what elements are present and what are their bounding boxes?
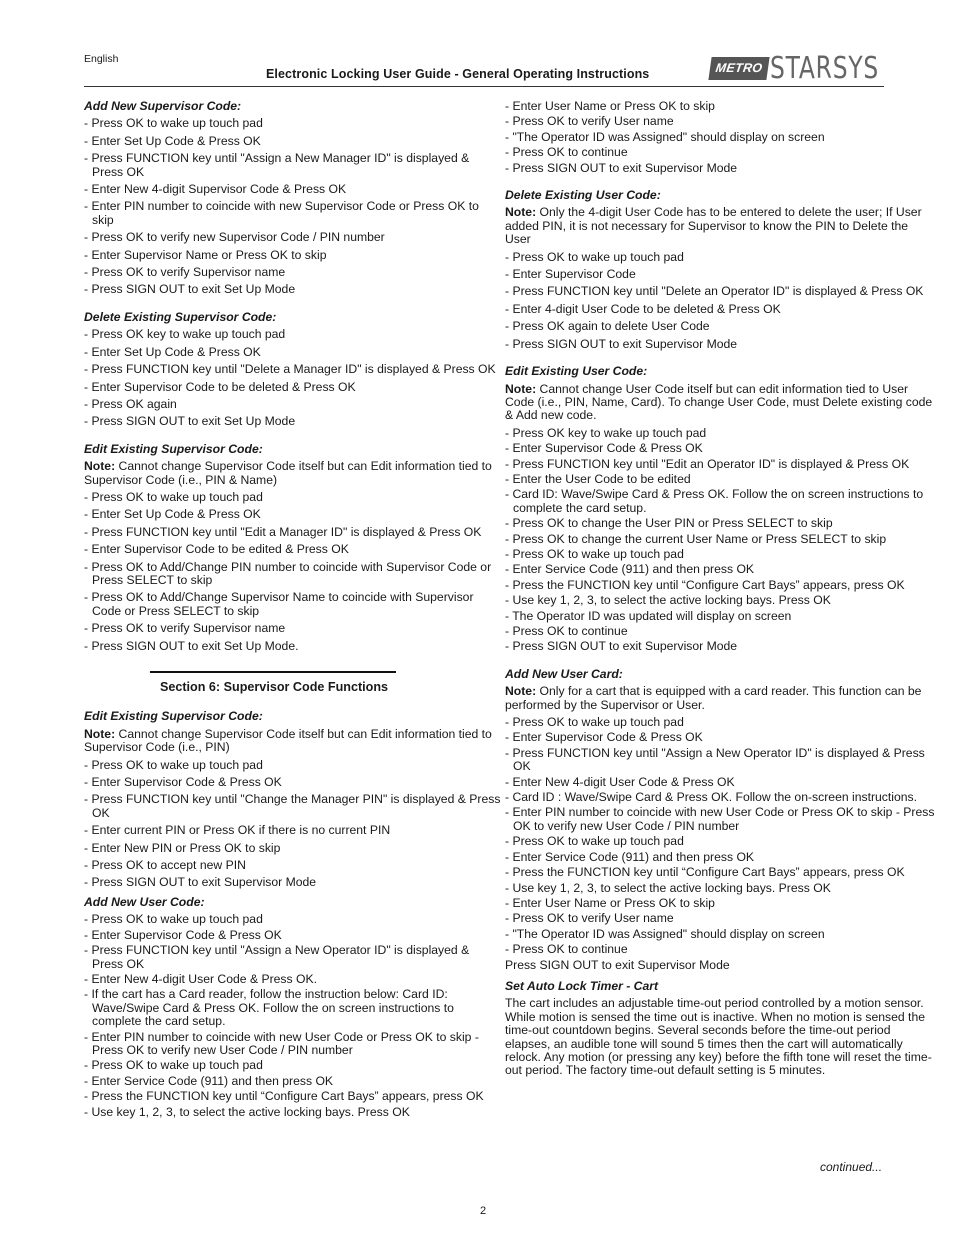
list-item: - Enter New 4-digit User Code & Press OK. xyxy=(84,971,317,986)
list-item: - Press FUNCTION key until "Assign a New Operator ID" is displayed & Press OK xyxy=(84,943,470,971)
note-text: Cannot change User Code itself but can edit information tied to User Code (i.e., PIN, Name, Card). To change User Code, must Delete existing code & Add new code. xyxy=(505,381,933,423)
list-item: - Press OK to change the current User Name or Press SELECT to skip xyxy=(505,531,887,546)
list-item: - Card ID: Wave/Swipe Card & Press OK. Follow the on screen instructions to complete the card setup. xyxy=(505,487,924,515)
heading-edit-existing-supervisor-code: Edit Existing Supervisor Code: xyxy=(84,441,263,456)
list-item: - Enter Service Code (911) and then press OK xyxy=(505,562,755,577)
right-column xyxy=(505,100,935,1082)
list-add-new-user-card xyxy=(505,716,935,972)
language-label: English xyxy=(84,53,119,65)
section-divider xyxy=(150,671,396,673)
list-item: - Press SIGN OUT to exit Set Up Mode xyxy=(84,282,296,297)
heading-delete-existing-supervisor-code: Delete Existing Supervisor Code: xyxy=(84,309,277,324)
list-item: - Press SIGN OUT to exit Set Up Mode xyxy=(84,414,296,429)
header-rule xyxy=(84,86,884,87)
list-item: - Press OK to wake up touch pad xyxy=(84,912,263,927)
list-item: - Card ID : Wave/Swipe Card & Press OK. Follow the on-screen instructions. xyxy=(505,790,918,805)
note-text: Only for a cart that is equipped with a card reader. This function can be performed by the Supervisor or User. xyxy=(505,684,922,712)
heading-set-auto-lock-timer: Set Auto Lock Timer - Cart xyxy=(505,978,659,993)
list-item: - Press FUNCTION key until "Edit a Manager ID" is displayed & Press OK xyxy=(84,524,482,539)
list-item: - Enter Supervisor Code xyxy=(505,267,636,282)
list-item: - Enter the User Code to be edited xyxy=(505,471,691,486)
list-item: - Press OK to wake up touch pad xyxy=(84,1058,263,1073)
list-item: - Enter Service Code (911) and then press OK xyxy=(84,1073,334,1088)
list-item: - The Operator ID was updated will display on screen xyxy=(505,608,792,623)
list-item: - Press the FUNCTION key until “Configure Cart Bays” appears, press OK xyxy=(84,1089,484,1104)
list-item: - Press the FUNCTION key until “Configure Cart Bays” appears, press OK xyxy=(505,865,905,880)
note-text: Only the 4-digit User Code has to be entered to delete the user; If User added PIN, it is not necessary for Supervisor to know the PIN to Delete the User xyxy=(505,205,922,247)
list-item: - Press the FUNCTION key until “Configure Cart Bays” appears, press OK xyxy=(505,577,905,592)
list-item: - Press OK to wake up touch pad xyxy=(84,116,263,131)
list-item: - Enter Set Up Code & Press OK xyxy=(84,133,261,148)
list-item: - Press OK to Add/Change Supervisor Name to coincide with Supervisor Code or Press SELECT to skip xyxy=(84,590,474,618)
paragraph-auto-lock-timer: The cart includes an adjustable time-out period controlled by a motion sensor. While motion is sensed the time out is inactive. When no motion is sensed the time-out countdown begins. Several seconds before the time-out period elapses, an audible tone will sound 5 times then the cart will automatically relock. Any motion (or pressing any key) before the fifth tone will reset the time-out period. The factory time-out default setting is 5 minutes. xyxy=(505,996,932,1078)
list-item: - Press OK to verify Supervisor name xyxy=(84,621,286,636)
list-item: - Enter User Name or Press OK to skip xyxy=(505,895,715,910)
list-item: - Press SIGN OUT to exit Supervisor Mode xyxy=(505,639,738,654)
list-item: - Enter Supervisor Code & Press OK xyxy=(505,730,703,745)
logo-metro-badge: METRO xyxy=(708,57,769,80)
list-item: - Press OK to wake up touch pad xyxy=(84,757,263,772)
list-item: - Press OK again to delete User Code xyxy=(505,319,710,334)
list-edit-existing-supervisor-code xyxy=(84,491,502,653)
note-add-new-user-card xyxy=(505,685,935,712)
note-label: Note: xyxy=(84,459,116,474)
list-item: - Use key 1, 2, 3, to select the active locking bays. Press OK xyxy=(505,593,831,608)
list-item: - Press OK to verify Supervisor name xyxy=(84,265,286,280)
list-item: - Press OK to wake up touch pad xyxy=(505,249,684,264)
list-item: - Press FUNCTION key until "Assign a New Operator ID" is displayed & Press OK xyxy=(505,745,925,774)
note-label: Note: xyxy=(505,684,537,699)
list-item: - Press OK to verify new Supervisor Code / PIN number xyxy=(84,230,385,245)
note-label: Note: xyxy=(505,205,537,220)
left-column xyxy=(84,100,502,1121)
list-item: - Press FUNCTION key until "Assign a New Manager ID" is displayed & Press OK xyxy=(84,151,470,179)
list-item: - Press SIGN OUT to exit Supervisor Mode xyxy=(505,336,738,351)
list-item: - Press OK to verify User name xyxy=(505,911,674,926)
note-edit-existing-supervisor-code-2 xyxy=(84,728,502,755)
list-item: - Press SIGN OUT to exit Supervisor Mode xyxy=(505,160,738,175)
list-item: - Press OK to continue xyxy=(505,624,628,638)
metro-starsys-logo xyxy=(710,51,886,86)
list-item: - Press FUNCTION key until "Delete an Operator ID" is displayed & Press OK xyxy=(505,284,924,299)
list-item: - "The Operator ID was Assigned" should display on screen xyxy=(505,129,825,144)
note-edit-existing-user-code xyxy=(505,383,935,423)
note-text: Cannot change Supervisor Code itself but can Edit information tied to Supervisor Code (i.e., PIN) xyxy=(84,726,492,755)
list-item: - Enter Supervisor Code & Press OK xyxy=(84,927,282,942)
heading-edit-existing-supervisor-code-2: Edit Existing Supervisor Code: xyxy=(84,709,263,724)
list-item: - Press OK to accept new PIN xyxy=(84,858,246,873)
heading-add-new-supervisor-code: Add New Supervisor Code: xyxy=(84,99,242,113)
list-item: - Press OK to continue xyxy=(505,145,628,160)
page-number: 2 xyxy=(480,1205,487,1217)
note-label: Note: xyxy=(505,381,537,396)
document-title: Electronic Locking User Guide - General Operating Instructions xyxy=(266,67,650,81)
heading-delete-existing-user-code: Delete Existing User Code: xyxy=(505,188,661,203)
list-item: - Enter Service Code (911) and then press OK xyxy=(505,849,755,864)
list-item: - Press OK key to wake up touch pad xyxy=(505,425,707,440)
list-item: - Enter Set Up Code & Press OK xyxy=(84,507,261,522)
list-item: - Enter New 4-digit Supervisor Code & Press OK xyxy=(84,182,347,197)
list-item: - Enter Supervisor Code to be deleted & Press OK xyxy=(84,379,356,394)
list-item: - Enter New 4-digit User Code & Press OK xyxy=(505,774,735,789)
list-item: - Use key 1, 2, 3, to select the active locking bays. Press OK xyxy=(84,1104,410,1119)
list-item: - Press OK to change the User PIN or Press SELECT to skip xyxy=(505,516,833,531)
list-item: - Press OK key to wake up touch pad xyxy=(84,327,286,342)
note-label: Note: xyxy=(84,726,116,741)
note-edit-existing-supervisor-code xyxy=(84,460,502,487)
heading-add-new-user-code: Add New User Code: xyxy=(84,894,205,909)
list-item: - Enter 4-digit User Code to be deleted & Press OK xyxy=(505,301,781,316)
list-item: - Press OK to wake up touch pad xyxy=(505,715,684,730)
list-item: - Press OK to continue xyxy=(505,942,628,957)
logo-starsys-text: STARSYS xyxy=(770,51,880,86)
list-edit-existing-supervisor-code-2 xyxy=(84,759,502,890)
list-item: - Enter PIN number to coincide with new Supervisor Code or Press OK to skip xyxy=(84,199,479,227)
list-item: - Enter Supervisor Code & Press OK xyxy=(84,775,282,790)
list-delete-existing-supervisor-code xyxy=(84,328,502,428)
list-item: Press SIGN OUT to exit Supervisor Mode xyxy=(505,957,730,972)
list-item: - Press FUNCTION key until "Change the Manager PIN" is displayed & Press OK xyxy=(84,792,501,820)
list-item: - Press FUNCTION key until "Delete a Manager ID" is displayed & Press OK xyxy=(84,362,496,377)
section-title: Section 6: Supervisor Code Functions xyxy=(159,680,389,694)
list-add-new-user-code-continued xyxy=(505,100,935,175)
list-item: - Press OK to wake up touch pad xyxy=(505,834,684,849)
list-item: - Press OK to wake up touch pad xyxy=(505,546,684,561)
list-add-new-supervisor-code xyxy=(84,117,502,296)
list-item: - Press OK to wake up touch pad xyxy=(84,489,263,504)
list-item: - Press SIGN OUT to exit Supervisor Mode xyxy=(84,875,317,890)
list-item: - Enter Supervisor Code to be edited & Press OK xyxy=(84,542,349,557)
heading-add-new-user-card: Add New User Card: xyxy=(505,666,623,681)
list-item: - Enter User Name or Press OK to skip xyxy=(505,99,715,113)
note-delete-existing-user-code xyxy=(505,206,935,246)
list-item: - If the cart has a Card reader, follow the instruction below: Card ID: Wave/Swipe Card & Press OK. Follow the on screen instructions to complete the card setup. xyxy=(84,987,454,1029)
list-item: - Enter PIN number to coincide with new User Code or Press OK to skip - Press OK to verify new User Code / PIN number xyxy=(505,805,935,833)
list-item: - Press OK to Add/Change PIN number to coincide with Supervisor Code or Press SELECT to skip xyxy=(84,559,492,587)
list-item: - Press FUNCTION key until "Edit an Operator ID" is displayed & Press OK xyxy=(505,456,910,471)
continued-label: continued... xyxy=(820,1160,883,1174)
list-add-new-user-code xyxy=(84,913,502,1119)
list-item: - Press OK again xyxy=(84,396,177,411)
list-item: - Use key 1, 2, 3, to select the active locking bays. Press OK xyxy=(505,880,831,895)
list-item: - Enter New PIN or Press OK to skip xyxy=(84,840,281,855)
list-item: - Press OK to verify User name xyxy=(505,114,674,129)
list-item: - Enter Supervisor Name or Press OK to skip xyxy=(84,247,327,262)
list-delete-existing-user-code xyxy=(505,251,935,351)
heading-edit-existing-user-code: Edit Existing User Code: xyxy=(505,364,648,379)
list-item: - "The Operator ID was Assigned" should display on screen xyxy=(505,926,825,941)
list-item: - Enter Set Up Code & Press OK xyxy=(84,344,261,359)
list-item: - Press SIGN OUT to exit Set Up Mode. xyxy=(84,638,299,653)
list-item: - Enter Supervisor Code & Press OK xyxy=(505,441,703,456)
list-item: - Enter PIN number to coincide with new User Code or Press OK to skip - Press OK to verify new User Code / PIN number xyxy=(84,1029,479,1057)
note-text: Cannot change Supervisor Code itself but can Edit information tied to Supervisor Code (i.e., PIN & Name) xyxy=(84,459,492,487)
list-edit-existing-user-code xyxy=(505,427,935,654)
list-item: - Enter current PIN or Press OK if there is no current PIN xyxy=(84,823,391,838)
